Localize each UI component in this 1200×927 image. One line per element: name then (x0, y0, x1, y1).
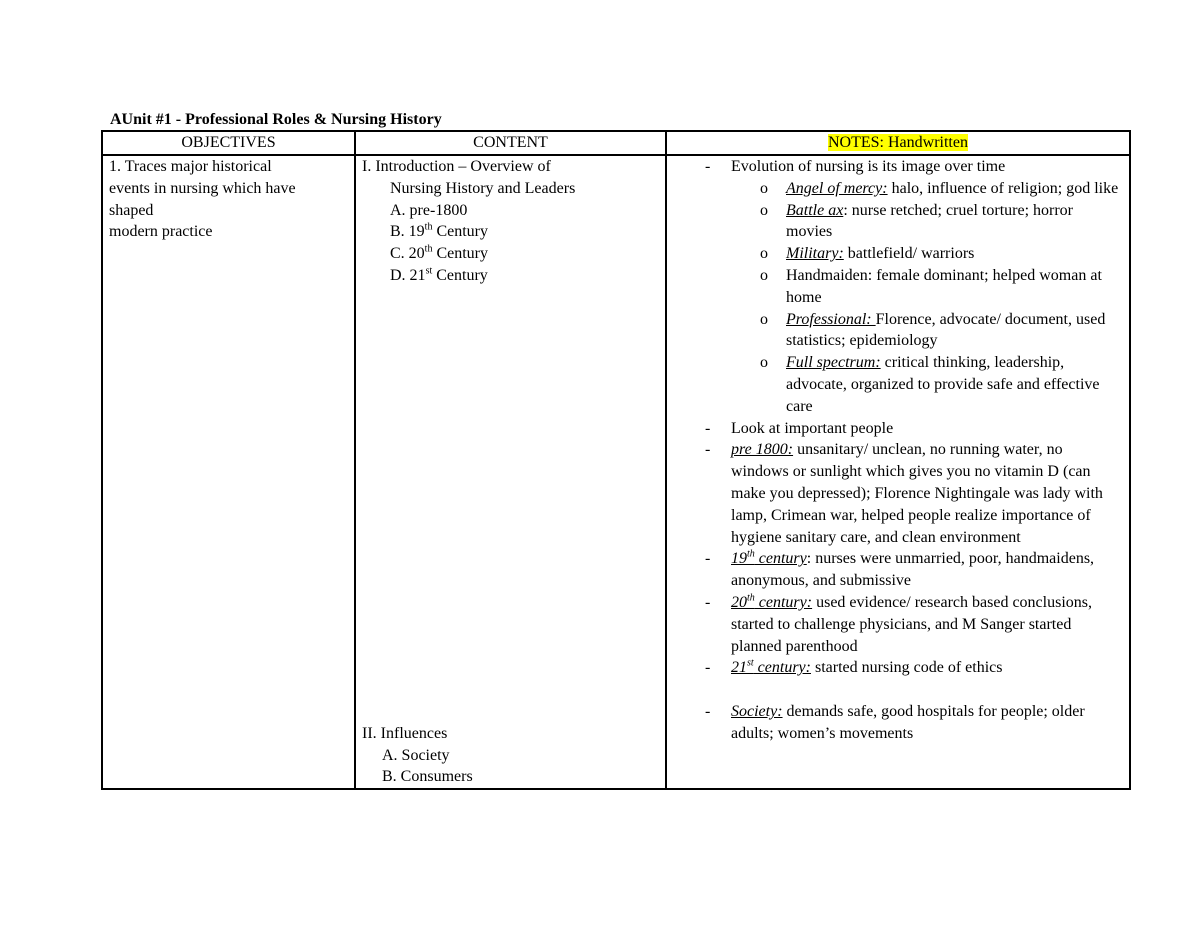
content-item-c: C. 20th Century (390, 243, 488, 263)
note-item: - 19th century: nurses were unmarried, poor, handmaidens, anonymous, and submissive (731, 548, 1123, 592)
objectives-header: OBJECTIVES (102, 131, 355, 155)
content-intro-cont: Nursing History and Leaders (390, 179, 576, 197)
notes-header-label: NOTES: Handwritten (828, 134, 968, 151)
objective-line: events in nursing which have (109, 179, 296, 197)
note-item: - Evolution of nursing is its image over time o Angel of mercy: halo, influence of religion; god like o Battle ax: nurse retched; cruel torture; horror movies o Military: battlefield/ warriors o Handmaiden: female dominant; helped woman at home o Professional: Florence, advocate/ document, used statistics; epidemiology o Full spectrum: critical thinking, leadership, advocate, organized to provide safe and effective care (731, 156, 1123, 418)
note-item: - Look at important people (731, 418, 1123, 440)
nurse-image-item: o Handmaiden: female dominant; helped woman at home (786, 265, 1123, 309)
notes-list-influences (673, 701, 1123, 745)
note-item: - pre 1800: unsanitary/ unclean, no running water, no windows or sunlight which gives you no vitamin D (can make you depressed); Florence Nightingale was lady with lamp, Crimean war, helped people realize importance of hygiene sanitary care, and clean environment (731, 439, 1123, 548)
notes-cell (666, 155, 1130, 789)
notes-header (666, 131, 1130, 155)
content-influence-b: B. Consumers (382, 768, 473, 786)
objective-line: 1. Traces major historical (109, 158, 272, 175)
header-row (102, 131, 1130, 155)
content-item-b: B. 19th Century (390, 222, 488, 241)
objective-line: modern practice (109, 223, 213, 241)
content-influences: II. Influences (362, 724, 448, 742)
page-title: AUnit #1 - Professional Roles & Nursing History (110, 111, 442, 128)
note-item: - 20th century: used evidence/ research based conclusions, started to challenge physicians, and M Sanger started planned parenthood (731, 592, 1123, 657)
objectives-cell (102, 155, 355, 789)
content-item-d: D. 21st Century (390, 265, 488, 284)
nurse-image-item: o Professional: Florence, advocate/ document, used statistics; epidemiology (786, 309, 1123, 353)
nurse-image-item: o Battle ax: nurse retched; cruel torture; horror movies (786, 200, 1123, 244)
note-item: - 21st century: started nursing code of ethics (731, 657, 1123, 679)
content-intro: I. Introduction – Overview of (362, 158, 551, 175)
nurse-image-list (731, 178, 1123, 418)
content-influence-a: A. Society (382, 746, 450, 764)
table-row (102, 155, 1130, 789)
content-item-a: A. pre-1800 (390, 201, 468, 219)
objective-line: shaped (109, 201, 154, 219)
note-item: - Society: demands safe, good hospitals for people; older adults; women’s movements (731, 701, 1123, 745)
nurse-image-item: o Full spectrum: critical thinking, leadership, advocate, organized to provide safe and effective care (786, 352, 1123, 417)
notes-table (101, 130, 1131, 790)
nurse-image-item: o Military: battlefield/ warriors (786, 243, 1123, 265)
content-cell (355, 155, 666, 789)
notes-list (673, 156, 1123, 679)
content-header: CONTENT (355, 131, 666, 155)
nurse-image-item: o Angel of mercy: halo, influence of religion; god like (786, 178, 1123, 200)
